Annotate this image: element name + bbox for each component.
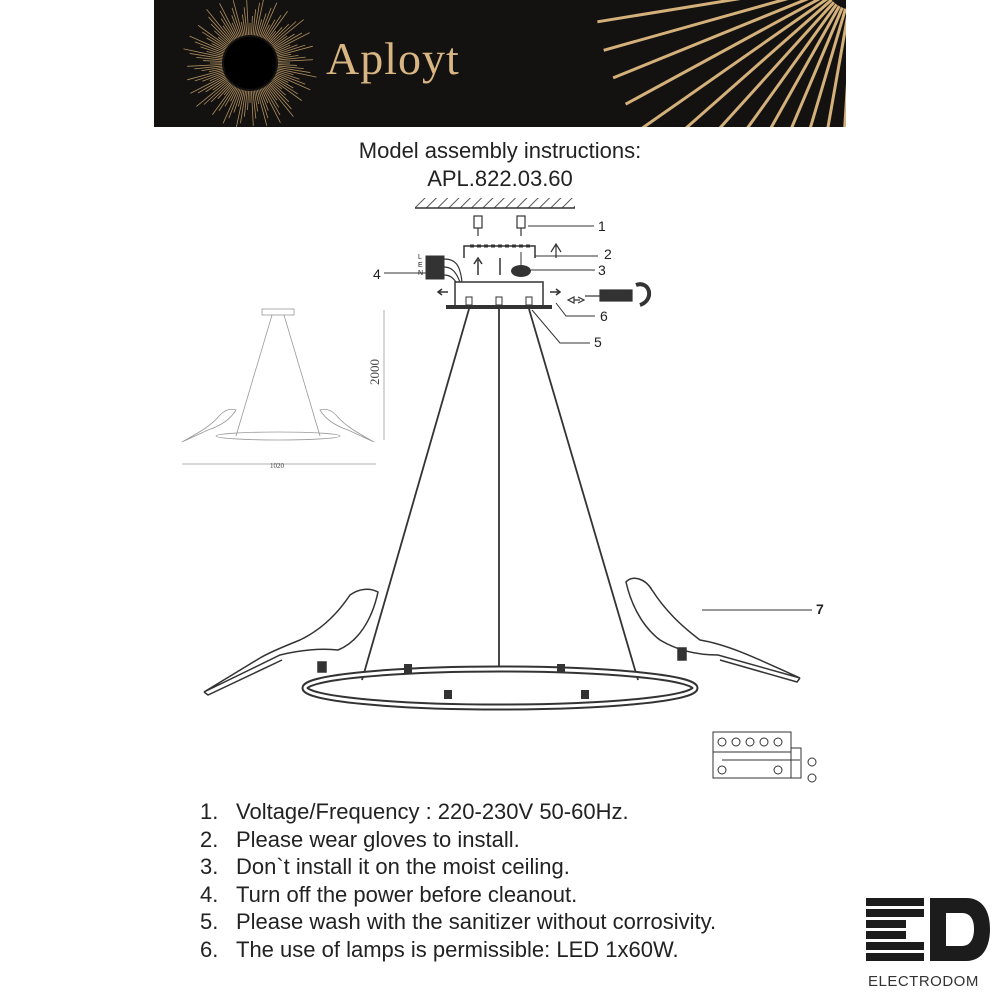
wiring-schematic <box>713 732 816 782</box>
width-dimension: 1020 <box>270 462 284 470</box>
mounting-bracket <box>464 246 535 258</box>
callout-1: 1 <box>598 218 606 234</box>
note-item: 6. The use of lamps is permissible: LED 1x60W. <box>200 936 679 962</box>
brand-name: Aployt <box>326 33 460 84</box>
document-title: Model assembly instructions: <box>358 138 642 163</box>
instruction-notes <box>200 798 716 963</box>
ceiling-hatch <box>415 198 575 208</box>
note-item: 1. Voltage/Frequency : 220-230V 50-60Hz. <box>200 799 629 824</box>
screw-icon <box>474 216 525 236</box>
note-item: 2. Please wear gloves to install. <box>200 826 520 852</box>
note-item: 4. Turn off the power before cleanout. <box>200 881 578 907</box>
cap-nut <box>511 265 531 277</box>
electrodom-wordmark: ELECTRODOM <box>868 973 979 990</box>
overview-drawing <box>182 309 384 464</box>
callout-6: 6 <box>600 308 608 324</box>
wire-label-l: L <box>418 254 422 261</box>
model-number: APL.822.03.60 <box>427 166 573 191</box>
note-item: 5. Please wash with the sanitizer without corrosivity. <box>200 909 717 934</box>
wire-label-e: E <box>418 262 423 269</box>
callout-5: 5 <box>594 334 602 350</box>
screwdriver-icon <box>568 284 649 305</box>
callout-7: 7 <box>816 601 824 617</box>
bird-lamp-right <box>626 578 800 682</box>
note-item: 3. Don`t install it on the moist ceiling. <box>200 854 570 879</box>
callout-2: 2 <box>604 246 612 262</box>
callout-3: 3 <box>598 262 606 278</box>
height-dimension: 2000 <box>367 359 382 385</box>
callout-4: 4 <box>373 266 381 282</box>
terminal-block <box>426 256 444 279</box>
wire-label-n: N <box>418 270 424 277</box>
